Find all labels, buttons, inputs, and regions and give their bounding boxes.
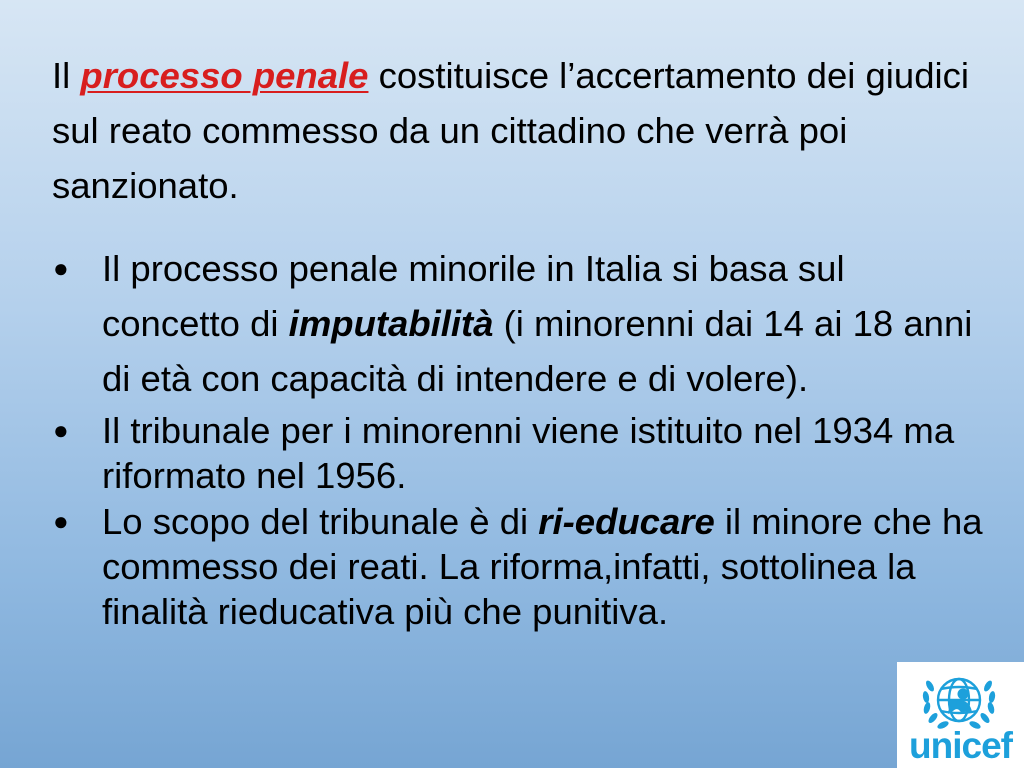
bullet-dot-icon: ● [53,506,69,536]
intro-prefix: Il [52,55,81,96]
intro-paragraph [52,48,1002,213]
bullet-text-before: Il processo penale minorile in Italia si basa sul concetto di [102,248,845,344]
bullet-item-scopo [52,499,992,634]
intro-suffix: costituisce l’accertamento dei giudici sul reato commesso da un cittadino che verrà poi sanzionato. [52,55,969,206]
bullet-text: Il tribunale per i minorenni viene istituito nel 1934 ma riformato nel 1956. [102,410,955,496]
unicef-emblem-icon [918,670,1000,732]
intro-highlight: processo penale [80,55,369,96]
bullet-text-after: il minore che ha commesso dei reati. La riforma,infatti, sottolinea la finalità rieducativa più che punitiva. [102,501,983,632]
unicef-wordmark: unicef [909,725,1012,766]
unicef-logo [897,662,1024,768]
bullet-dot-icon: ● [53,253,69,283]
bullet-item-tribunale [52,408,992,498]
bullet-dot-icon: ● [53,415,69,445]
bullet-item-imputabilita [52,241,992,406]
bullet-text-after: (i minorenni dai 14 ai 18 anni di età con capacità di intendere e di volere). [102,303,973,399]
bullet-emphasis: imputabilità [288,303,494,344]
bullet-list [52,241,992,634]
bullet-emphasis: ri-educare [538,501,715,542]
bullet-text-before: Lo scopo del tribunale è di [102,501,539,542]
